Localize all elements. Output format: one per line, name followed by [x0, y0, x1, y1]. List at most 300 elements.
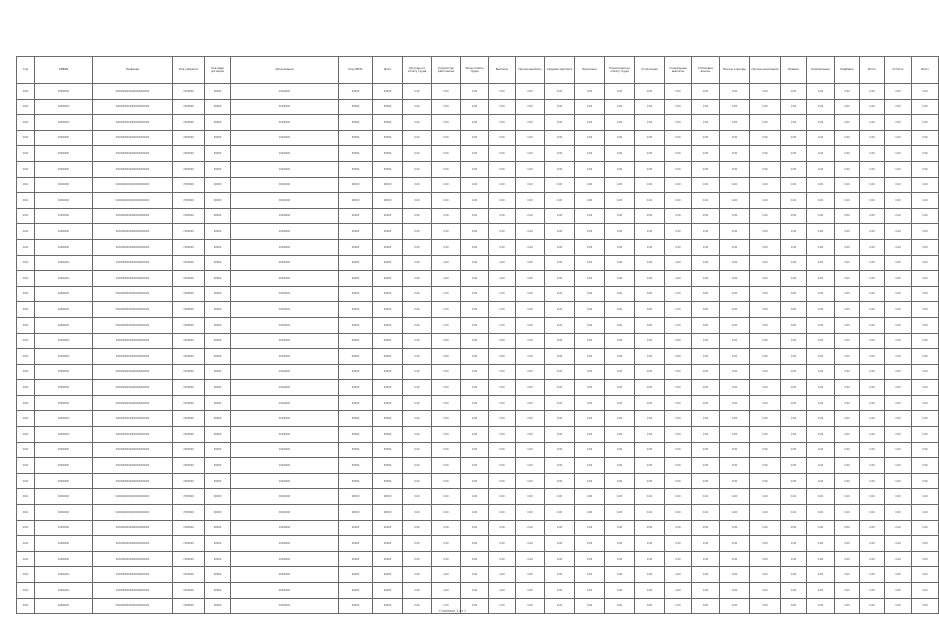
table-cell: 0,00 [403, 224, 432, 240]
table-cell: 000000000000000000000000 [93, 473, 173, 489]
table-cell: 00000000 [231, 84, 339, 100]
table-cell: 0,00 [635, 551, 665, 567]
table-cell: 00000 [373, 395, 403, 411]
table-cell: 0,00 [720, 302, 750, 318]
table-cell: 0,00 [516, 411, 545, 427]
table-cell: 000000000000000000000000 [93, 177, 173, 193]
table-cell: 00000 [373, 224, 403, 240]
table-cell: 0,00 [545, 598, 575, 614]
column-header: Код ОКПО [339, 57, 373, 84]
table-cell: 00000000 [231, 411, 339, 427]
table-cell: 2011 [17, 458, 35, 474]
table-cell: 0,00 [665, 598, 692, 614]
table-cell: 0,00 [635, 317, 665, 333]
table-cell: 0,00 [692, 458, 720, 474]
table-cell: 0,00 [545, 427, 575, 443]
table-cell: 0,00 [432, 208, 461, 224]
table-cell: 00000000 [35, 349, 93, 365]
table-cell: 0,00 [665, 411, 692, 427]
table-cell: 0,00 [835, 224, 860, 240]
table-cell: 0,00 [489, 411, 516, 427]
table-cell: 0,00 [461, 364, 489, 380]
table-cell: 0,00 [750, 520, 781, 536]
table-cell: 0,00 [575, 411, 605, 427]
table-cell: 0,00 [835, 333, 860, 349]
table-cell: 0,00 [403, 333, 432, 349]
table-cell: 00000 [339, 380, 373, 396]
table-cell: 0,00 [432, 271, 461, 287]
table-row [17, 208, 939, 224]
table-cell: 2011 [17, 598, 35, 614]
table-cell: 0,00 [665, 224, 692, 240]
table-cell: 00000000 [231, 271, 339, 287]
table-cell: 0,00 [720, 473, 750, 489]
table-cell: 0,00 [635, 333, 665, 349]
table-cell: 0,00 [720, 317, 750, 333]
table-cell: 000000000000000000000000 [93, 583, 173, 599]
table-cell: 0,00 [781, 505, 807, 521]
table-cell: 0,00 [432, 193, 461, 209]
table-cell: 0,00 [835, 177, 860, 193]
table-cell: 00000000 [231, 380, 339, 396]
table-cell: 0,00 [575, 505, 605, 521]
table-cell: 0,00 [403, 286, 432, 302]
table-cell: 00000 [373, 380, 403, 396]
table-cell: 0,00 [545, 458, 575, 474]
table-cell: 0,00 [665, 427, 692, 443]
table-cell: 00000000 [231, 333, 339, 349]
table-cell: 00000 [339, 411, 373, 427]
table-cell: 00000 [373, 208, 403, 224]
table-cell: 7000000 [173, 489, 205, 505]
table-cell: 0,00 [489, 505, 516, 521]
table-cell: 0,00 [665, 473, 692, 489]
table-cell: 0,00 [835, 395, 860, 411]
table-cell: 0,00 [635, 146, 665, 162]
table-cell: 0,00 [545, 520, 575, 536]
table-cell: 00000 [205, 598, 231, 614]
table-cell: 0,00 [432, 380, 461, 396]
table-cell: 000000000000000000000000 [93, 130, 173, 146]
table-cell: 0,00 [912, 84, 939, 100]
table-cell: 0,00 [885, 193, 912, 209]
data-table [16, 56, 939, 614]
table-cell: 0,00 [720, 567, 750, 583]
table-cell: 00000 [339, 395, 373, 411]
table-cell: 0,00 [432, 317, 461, 333]
table-cell: 0,00 [575, 458, 605, 474]
table-cell: 0,00 [781, 364, 807, 380]
table-cell: 0,00 [807, 411, 835, 427]
table-cell: 0,00 [403, 271, 432, 287]
table-cell: 0,00 [720, 364, 750, 380]
column-header: ОКВЭД [35, 57, 93, 84]
table-cell: 2011 [17, 271, 35, 287]
table-cell: 00000 [339, 473, 373, 489]
table-cell: 0,00 [575, 271, 605, 287]
table-cell: 0,00 [807, 567, 835, 583]
table-cell: 0,00 [575, 84, 605, 100]
table-row [17, 349, 939, 365]
table-cell: 0,00 [692, 239, 720, 255]
table-cell: 0,00 [461, 130, 489, 146]
table-cell: 0,00 [885, 286, 912, 302]
table-cell: 000000000000000000000000 [93, 333, 173, 349]
table-cell: 000000000000000000000000 [93, 99, 173, 115]
table-cell: 0,00 [516, 520, 545, 536]
table-cell: 0,00 [635, 302, 665, 318]
table-cell: 0,00 [516, 317, 545, 333]
table-cell: 0,00 [403, 239, 432, 255]
table-cell: 000000000000000000000000 [93, 317, 173, 333]
table-cell: 0,00 [605, 99, 635, 115]
table-cell: 00000 [373, 239, 403, 255]
table-cell: 00000 [205, 208, 231, 224]
table-cell: 2011 [17, 364, 35, 380]
table-cell: 0,00 [692, 473, 720, 489]
table-cell: 00000 [339, 427, 373, 443]
table-cell: 0,00 [432, 349, 461, 365]
table-row [17, 411, 939, 427]
table-cell: 0,00 [403, 551, 432, 567]
table-cell: 0,00 [807, 551, 835, 567]
table-cell: 0,00 [835, 115, 860, 131]
table-cell: 0,00 [635, 271, 665, 287]
table-cell: 000000000000000000000000 [93, 598, 173, 614]
table-cell: 0,00 [835, 442, 860, 458]
table-cell: 0,00 [807, 583, 835, 599]
table-cell: 2011 [17, 177, 35, 193]
table-cell: 0,00 [807, 99, 835, 115]
table-cell: 0,00 [432, 224, 461, 240]
table-cell: 0,00 [807, 489, 835, 505]
table-cell: 0,00 [403, 146, 432, 162]
table-cell: 00000 [339, 302, 373, 318]
table-cell: 0,00 [575, 364, 605, 380]
table-cell: 0,00 [635, 161, 665, 177]
table-cell: 0,00 [461, 317, 489, 333]
table-cell: 0,00 [489, 115, 516, 131]
table-cell: 0,00 [720, 427, 750, 443]
table-cell: 0,00 [692, 505, 720, 521]
table-cell: 0,00 [635, 427, 665, 443]
table-cell: 0,00 [835, 239, 860, 255]
table-row [17, 115, 939, 131]
table-cell: 0,00 [665, 551, 692, 567]
table-row [17, 567, 939, 583]
table-cell: 0,00 [720, 458, 750, 474]
table-cell: 00000000 [35, 598, 93, 614]
table-cell: 0,00 [912, 536, 939, 552]
table-cell: 0,00 [692, 583, 720, 599]
table-cell: 2011 [17, 536, 35, 552]
table-cell: 0,00 [489, 395, 516, 411]
table-cell: 00000000 [231, 255, 339, 271]
table-cell: 0,00 [807, 271, 835, 287]
table-cell: 0,00 [885, 536, 912, 552]
table-cell: 2011 [17, 302, 35, 318]
table-cell: 0,00 [403, 99, 432, 115]
table-cell: 0,00 [461, 99, 489, 115]
table-cell: 0,00 [885, 84, 912, 100]
table-cell: 00000000 [35, 411, 93, 427]
table-cell: 0,00 [403, 177, 432, 193]
table-cell: 0,00 [545, 395, 575, 411]
table-cell: 0,00 [885, 255, 912, 271]
table-cell: 2011 [17, 239, 35, 255]
table-cell: 0,00 [807, 458, 835, 474]
table-cell: 0,00 [860, 271, 885, 287]
table-cell: 0,00 [403, 364, 432, 380]
table-cell: 0,00 [635, 380, 665, 396]
table-cell: 0,00 [489, 317, 516, 333]
table-cell: 00000000 [35, 115, 93, 131]
table-cell: 0,00 [461, 177, 489, 193]
table-cell: 0,00 [403, 302, 432, 318]
table-cell: 00000000 [231, 489, 339, 505]
table-cell: 7000000 [173, 458, 205, 474]
table-cell: 0,00 [461, 489, 489, 505]
table-cell: 7000000 [173, 317, 205, 333]
table-cell: 0,00 [461, 395, 489, 411]
table-cell: 0,00 [403, 380, 432, 396]
table-cell: 0,00 [545, 224, 575, 240]
table-cell: 0,00 [720, 255, 750, 271]
table-cell: 0,00 [432, 364, 461, 380]
table-cell: 0,00 [432, 583, 461, 599]
table-cell: 0,00 [545, 583, 575, 599]
table-cell: 0,00 [545, 349, 575, 365]
table-cell: 0,00 [692, 208, 720, 224]
table-cell: 0,00 [635, 505, 665, 521]
table-cell: 00000 [205, 583, 231, 599]
column-header: Прочие выплаты [516, 57, 545, 84]
table-cell: 00000 [339, 520, 373, 536]
table-cell: 0,00 [781, 146, 807, 162]
column-header: Организация [231, 57, 339, 84]
table-cell: 00000 [339, 224, 373, 240]
table-cell: 7000000 [173, 349, 205, 365]
table-cell: 0,00 [912, 364, 939, 380]
table-cell: 0,00 [489, 84, 516, 100]
table-cell: 0,00 [432, 567, 461, 583]
table-cell: 0,00 [605, 208, 635, 224]
table-cell: 0,00 [605, 239, 635, 255]
table-row [17, 380, 939, 396]
table-cell: 0,00 [781, 349, 807, 365]
table-cell: 7000000 [173, 536, 205, 552]
table-cell: 00000 [339, 317, 373, 333]
table-cell: 0,00 [692, 411, 720, 427]
table-cell: 0,00 [403, 317, 432, 333]
table-cell: 0,00 [807, 520, 835, 536]
table-cell: 0,00 [860, 411, 885, 427]
table-cell: 0,00 [605, 442, 635, 458]
table-cell: 0,00 [781, 302, 807, 318]
table-cell: 0,00 [489, 520, 516, 536]
table-row [17, 442, 939, 458]
table-cell: 0,00 [692, 349, 720, 365]
table-cell: 0,00 [750, 208, 781, 224]
table-cell: 00000 [373, 427, 403, 443]
table-cell: 0,00 [575, 161, 605, 177]
table-cell: 0,00 [605, 333, 635, 349]
table-cell: 0,00 [835, 302, 860, 318]
table-cell: 00000000 [35, 442, 93, 458]
table-cell: 0,00 [665, 115, 692, 131]
table-cell: 0,00 [545, 146, 575, 162]
table-cell: 0,00 [781, 317, 807, 333]
table-cell: 00000 [339, 255, 373, 271]
table-cell: 0,00 [575, 130, 605, 146]
table-cell: 00000000 [35, 364, 93, 380]
table-cell: 0,00 [807, 364, 835, 380]
table-cell: 0,00 [665, 364, 692, 380]
table-cell: 0,00 [912, 395, 939, 411]
table-cell: 00000000 [35, 551, 93, 567]
table-cell: 0,00 [885, 317, 912, 333]
table-cell: 0,00 [665, 520, 692, 536]
table-cell: 0,00 [489, 583, 516, 599]
table-cell: 0,00 [781, 239, 807, 255]
table-cell: 0,00 [403, 115, 432, 131]
table-cell: 00000 [339, 177, 373, 193]
table-cell: 0,00 [835, 146, 860, 162]
table-cell: 7000000 [173, 115, 205, 131]
table-cell: 0,00 [432, 395, 461, 411]
table-cell: 0,00 [545, 130, 575, 146]
table-cell: 0,00 [516, 395, 545, 411]
table-row [17, 427, 939, 443]
table-cell: 00000000 [231, 598, 339, 614]
table-cell: 00000 [373, 364, 403, 380]
table-cell: 0,00 [489, 130, 516, 146]
table-cell: 000000000000000000000000 [93, 286, 173, 302]
table-cell: 0,00 [489, 99, 516, 115]
table-cell: 00000 [205, 442, 231, 458]
table-cell: 2011 [17, 505, 35, 521]
table-cell: 0,00 [750, 84, 781, 100]
table-cell: 0,00 [860, 380, 885, 396]
table-cell: 0,00 [489, 177, 516, 193]
table-cell: 0,00 [781, 271, 807, 287]
table-cell: 0,00 [750, 458, 781, 474]
table-row [17, 364, 939, 380]
table-cell: 00000 [339, 551, 373, 567]
table-cell: 0,00 [545, 364, 575, 380]
table-cell: 0,00 [516, 458, 545, 474]
table-cell: 00000000 [231, 442, 339, 458]
table-cell: 0,00 [605, 224, 635, 240]
table-cell: 0,00 [605, 255, 635, 271]
table-cell: 7000000 [173, 286, 205, 302]
table-cell: 00000000 [231, 395, 339, 411]
table-cell: 0,00 [432, 177, 461, 193]
table-cell: 0,00 [750, 271, 781, 287]
table-cell: 0,00 [635, 239, 665, 255]
table-cell: 0,00 [516, 567, 545, 583]
table-cell: 0,00 [575, 115, 605, 131]
table-cell: 0,00 [781, 161, 807, 177]
table-cell: 0,00 [575, 598, 605, 614]
table-cell: 0,00 [860, 161, 885, 177]
table-cell: 0,00 [461, 286, 489, 302]
table-cell: 0,00 [516, 161, 545, 177]
table-cell: 00000000 [231, 427, 339, 443]
table-cell: 0,00 [720, 583, 750, 599]
table-cell: 00000 [373, 193, 403, 209]
table-cell: 0,00 [807, 302, 835, 318]
table-row [17, 317, 939, 333]
table-cell: 0,00 [912, 598, 939, 614]
table-cell: 00000000 [35, 380, 93, 396]
table-cell: 0,00 [516, 193, 545, 209]
table-cell: 00000000 [35, 302, 93, 318]
table-cell: 0,00 [750, 161, 781, 177]
table-cell: 00000 [373, 333, 403, 349]
table-cell: 0,00 [912, 239, 939, 255]
table-cell: 0,00 [885, 598, 912, 614]
table-cell: 0,00 [860, 427, 885, 443]
table-cell: 0,00 [720, 505, 750, 521]
table-cell: 00000 [339, 146, 373, 162]
table-cell: 7000000 [173, 551, 205, 567]
table-cell: 0,00 [692, 598, 720, 614]
table-cell: 0,00 [720, 442, 750, 458]
table-cell: 0,00 [912, 427, 939, 443]
table-cell: 0,00 [461, 115, 489, 131]
table-cell: 0,00 [692, 99, 720, 115]
table-cell: 0,00 [403, 458, 432, 474]
table-cell: 0,00 [860, 84, 885, 100]
table-cell: 0,00 [860, 333, 885, 349]
table-cell: 0,00 [860, 489, 885, 505]
table-cell: 0,00 [885, 146, 912, 162]
table-cell: 0,00 [807, 146, 835, 162]
table-cell: 0,00 [516, 177, 545, 193]
table-cell: 0,00 [807, 115, 835, 131]
table-cell: 0,00 [635, 583, 665, 599]
table-cell: 0,00 [807, 598, 835, 614]
table-cell: 00000000 [231, 146, 339, 162]
table-cell: 0,00 [692, 333, 720, 349]
table-cell: 00000 [373, 317, 403, 333]
table-cell: 00000 [373, 411, 403, 427]
table-cell: 00000000 [35, 489, 93, 505]
table-cell: 00000 [205, 177, 231, 193]
table-cell: 0,00 [461, 333, 489, 349]
table-cell: 0,00 [750, 349, 781, 365]
table-cell: 0,00 [720, 146, 750, 162]
table-cell: 0,00 [835, 271, 860, 287]
table-cell: 0,00 [635, 520, 665, 536]
table-cell: 0,00 [665, 271, 692, 287]
table-cell: 0,00 [461, 567, 489, 583]
table-cell: 0,00 [545, 567, 575, 583]
table-cell: 0,00 [635, 208, 665, 224]
table-cell: 000000000000000000000000 [93, 146, 173, 162]
table-cell: 0,00 [912, 333, 939, 349]
table-cell: 0,00 [835, 473, 860, 489]
table-cell: 000000000000000000000000 [93, 208, 173, 224]
table-cell: 0,00 [720, 489, 750, 505]
column-header: Код субъекта [173, 57, 205, 84]
table-cell: 0,00 [605, 115, 635, 131]
column-header: Всего [912, 57, 939, 84]
table-cell: 00000 [339, 567, 373, 583]
table-cell: 0,00 [432, 333, 461, 349]
table-cell: 0,00 [781, 473, 807, 489]
